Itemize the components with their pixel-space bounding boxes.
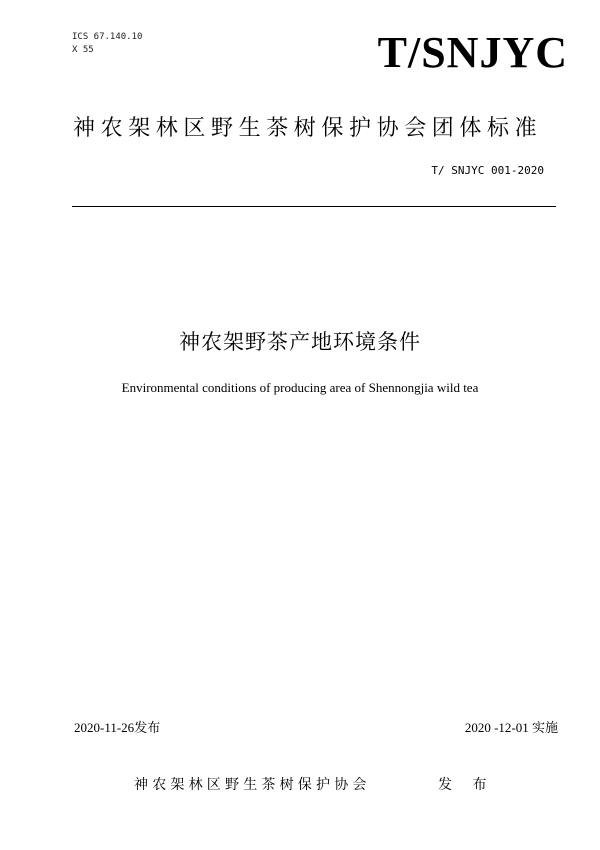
publish-date: 2020-11-26 [74, 720, 135, 735]
document-title-cn: 神农架野茶产地环境条件 [179, 330, 421, 354]
implement-date-line [465, 719, 558, 738]
header-divider [72, 206, 556, 207]
publish-label: 发布 [134, 721, 161, 736]
ccs-code: X 55 [72, 45, 94, 55]
ics-code: ICS 67.140.10 [72, 32, 143, 42]
issuing-organization: 神农架林区野生茶树保护协会 [134, 777, 371, 793]
implement-label: 实施 [531, 721, 558, 736]
issue-label: 发 布 [438, 777, 495, 793]
implement-date: 2020 -12-01 [464, 720, 529, 735]
classification-codes [72, 31, 142, 57]
association-standard-title: 神农架林区野生茶树保护协会团体标准 [73, 116, 543, 141]
standard-abbreviation: T/SNJYC [377, 28, 568, 77]
publish-date-line [74, 719, 160, 738]
document-title-en: Environmental conditions of producing area of Shennongjia wild tea [121, 380, 479, 395]
standard-number: T/ SNJYC 001-2020 [431, 164, 544, 177]
